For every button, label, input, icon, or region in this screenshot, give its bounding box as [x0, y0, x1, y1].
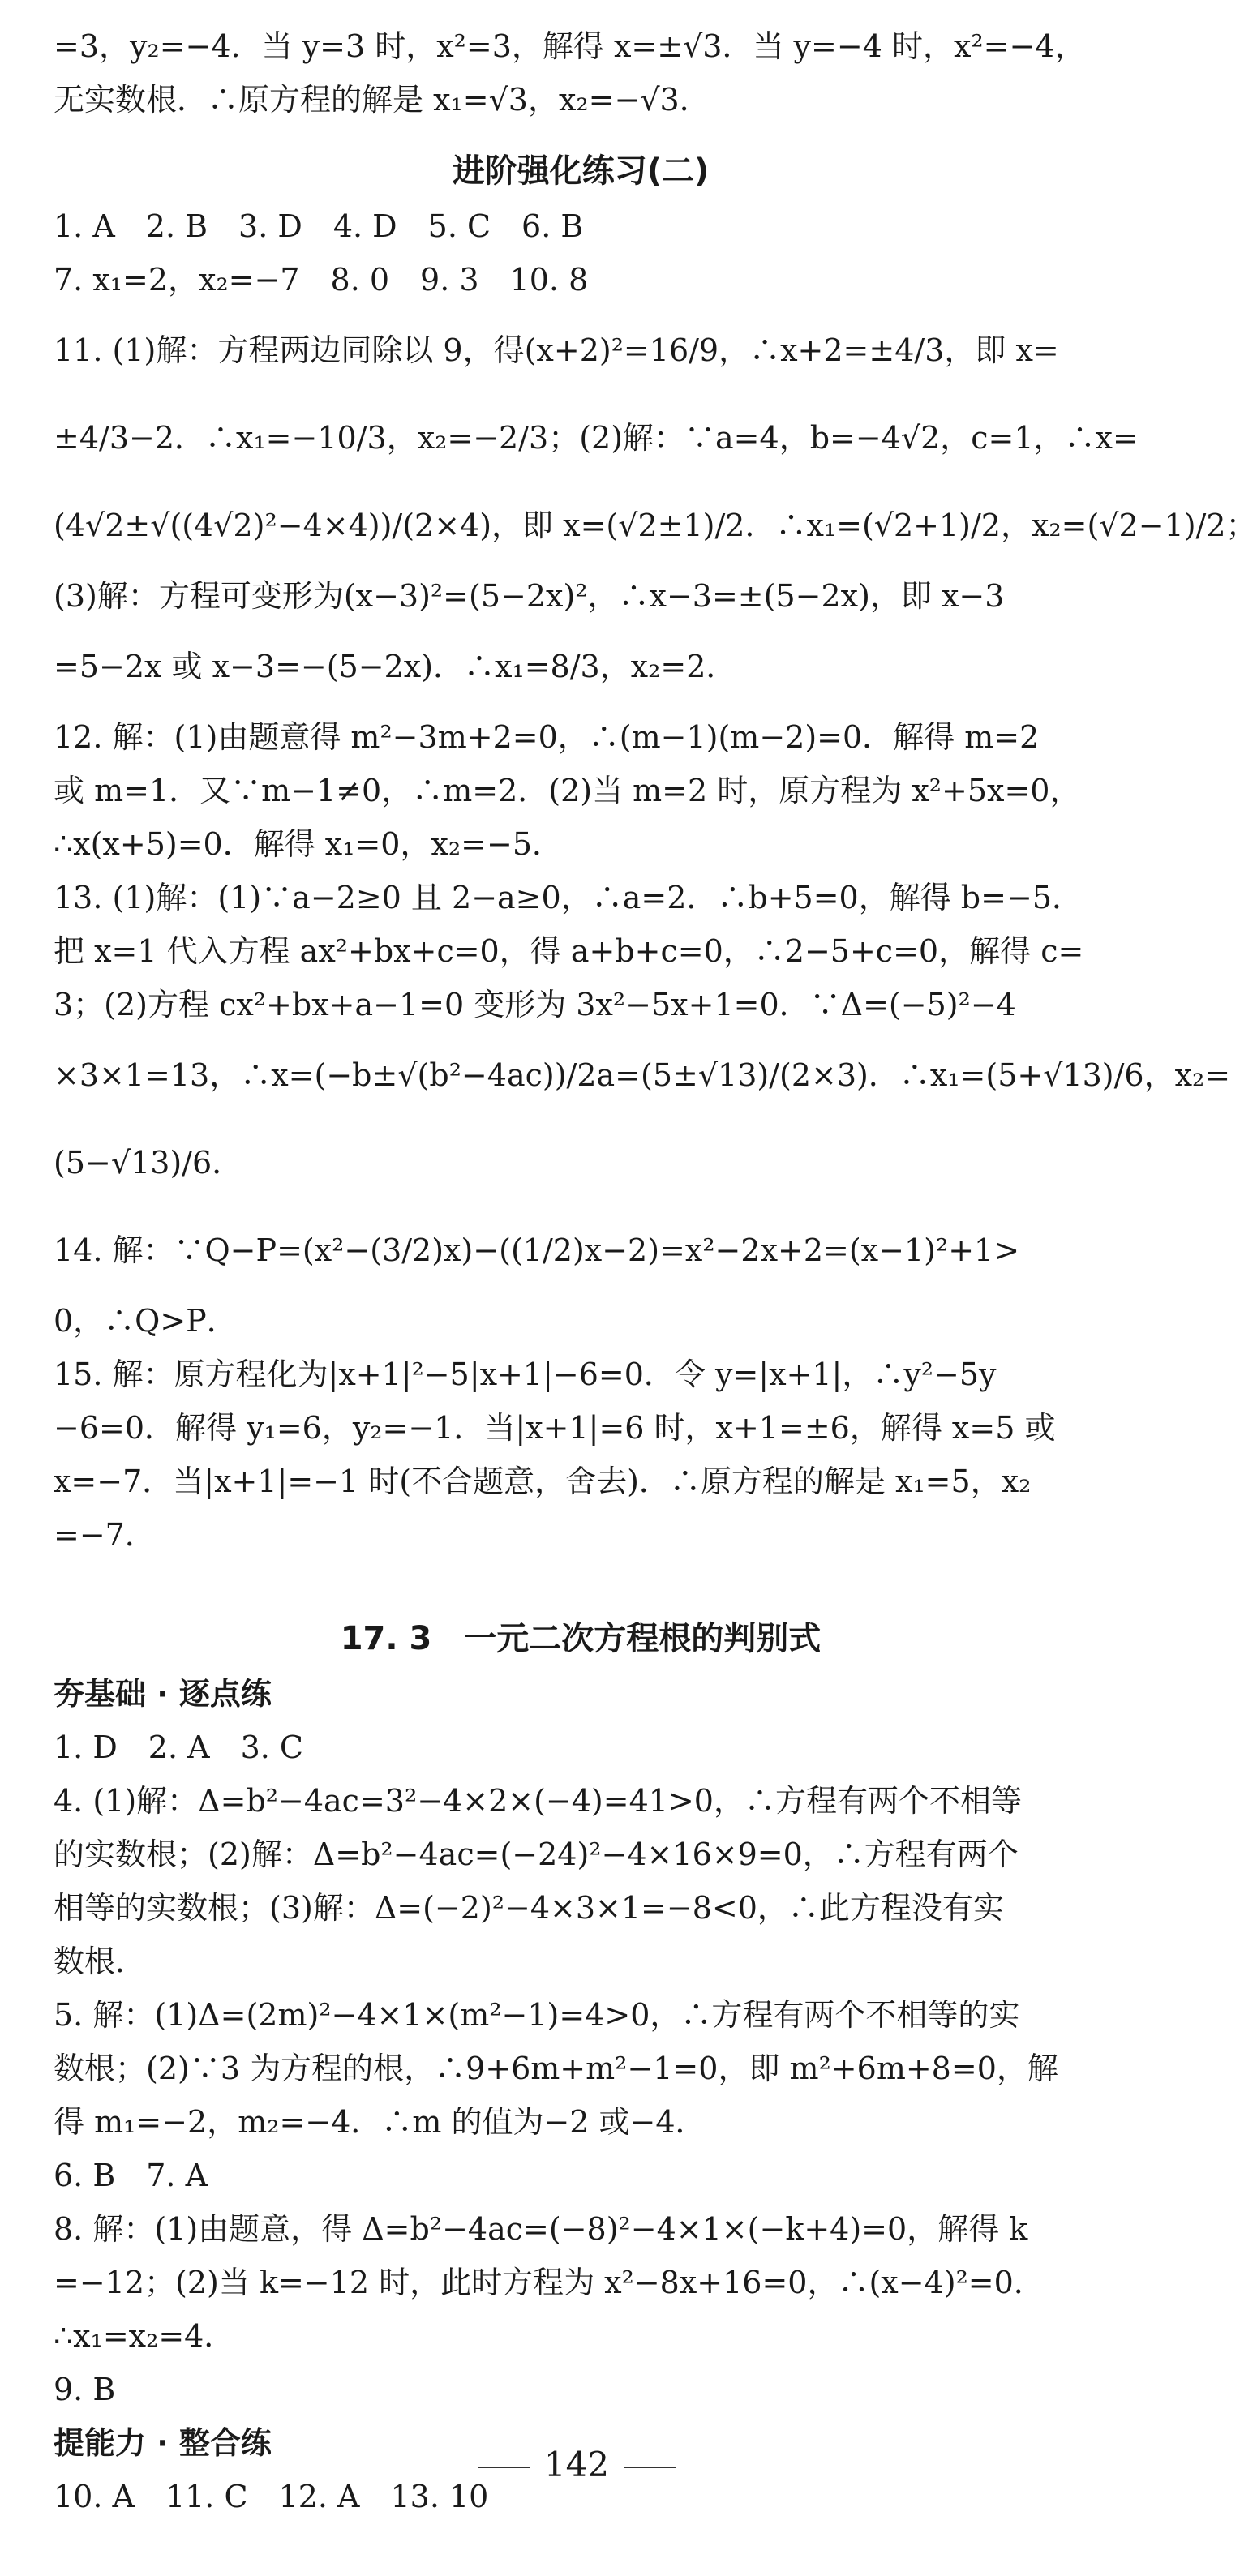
answer-line: 把 x=1 代入方程 ax²+bx+c=0，得 a+b+c=0，∴2−5+c=0，解得 c=	[54, 933, 1084, 969]
answer-line: 9. B	[54, 2372, 116, 2407]
answer-line: 13. (1)解：(1)∵a−2≥0 且 2−a≥0，∴a=2．∴b+5=0，解得 b=−5．	[54, 880, 1083, 915]
answer-line: =−7．	[54, 1517, 156, 1553]
answer-line: 14. 解：∵Q−P=(x²−(3/2)x)−((1/2)x−2)=x²−2x+2=(x−1)²+1>	[54, 1232, 1020, 1268]
answer-line: 12. 解：(1)由题意得 m²−3m+2=0，∴(m−1)(m−2)=0．解得 m=2	[54, 719, 1040, 755]
answer-line: 1. D 2. A 3. C	[54, 1729, 303, 1765]
subsection-basic-practice: 夯基础 · 逐点练	[54, 1676, 272, 1712]
answer-line: 3；(2)方程 cx²+bx+a−1=0 变形为 3x²−5x+1=0．∵Δ=(−5)²−4	[54, 987, 1016, 1022]
answer-line: 相等的实数根；(3)解：Δ=(−2)²−4×3×1=−8<0，∴此方程没有实	[54, 1890, 1004, 1926]
answer-line: 数根．	[54, 1944, 147, 1979]
answer-line: 或 m=1．又∵m−1≠0，∴m=2．(2)当 m=2 时，原方程为 x²+5x=0，	[54, 773, 1081, 808]
answer-line: 的实数根；(2)解：Δ=b²−4ac=(−24)²−4×16×9=0，∴方程有两个	[54, 1837, 1019, 1872]
answer-line: ±4/3−2．∴x₁=−10/3，x₂=−2/3；(2)解：∵a=4，b=−4√2，c=1，∴x=	[54, 420, 1139, 456]
answer-line: 得 m₁=−2，m₂=−4．∴m 的值为−2 或−4．	[54, 2104, 706, 2140]
answer-line: (4√2±√((4√2)²−4×4))/(2×4)，即 x=(√2±1)/2．∴x₁=(√2+1)/2，x₂=(√2−1)/2；	[54, 508, 1257, 543]
section-title-discriminant: 17. 3 一元二次方程根的判别式	[340, 1620, 822, 1657]
answer-line: (3)解：方程可变形为(x−3)²=(5−2x)²，∴x−3=±(5−2x)，即 x−3	[54, 578, 1005, 614]
answer-line: 数根；(2)∵3 为方程的根，∴9+6m+m²−1=0，即 m²+6m+8=0，解	[54, 2051, 1058, 2086]
answer-line: 1. A 2. B 3. D 4. D 5. C 6. B	[54, 208, 584, 244]
footer-rule-right	[624, 2467, 676, 2468]
page-number: 142	[543, 2445, 610, 2484]
answer-line: (5−√13)/6．	[54, 1145, 243, 1181]
answer-line: x=−7．当|x+1|=−1 时(不合题意，舍去)．∴原方程的解是 x₁=5，x₂	[54, 1464, 1032, 1499]
answer-line: 7. x₁=2，x₂=−7 8. 0 9. 3 10. 8	[54, 262, 589, 298]
footer-rule-left	[478, 2467, 530, 2468]
answer-line: 15. 解：原方程化为|x+1|²−5|x+1|−6=0．令 y=|x+1|，∴y²−5y	[54, 1357, 997, 1392]
answer-line: ×3×1=13，∴x=(−b±√(b²−4ac))/2a=(5±√13)/(2×3)．∴x₁=(5+√13)/6，x₂=	[54, 1057, 1231, 1093]
intro-line-1: =3，y₂=−4．当 y=3 时，x²=3，解得 x=±√3．当 y=−4 时，x²=−4，	[54, 28, 1086, 64]
answer-line: 0，∴Q>P．	[54, 1303, 238, 1339]
page-footer	[0, 2441, 1153, 2489]
intro-line-2: 无实数根．∴原方程的解是 x₁=√3，x₂=−√3．	[54, 82, 710, 118]
answer-line: 4. (1)解：Δ=b²−4ac=3²−4×2×(−4)=41>0，∴方程有两个不相等	[54, 1783, 1022, 1819]
section-title-advanced-practice: 进阶强化练习(二)	[452, 152, 710, 190]
answer-line: 8. 解：(1)由题意，得 Δ=b²−4ac=(−8)²−4×1×(−k+4)=0，解得 k	[54, 2211, 1028, 2247]
answer-line: 6. B 7. A	[54, 2158, 208, 2193]
answer-line: =−12；(2)当 k=−12 时，此时方程为 x²−8x+16=0，∴(x−4)²=0．	[54, 2265, 1045, 2300]
subsection-ability-practice: 提能力 · 整合练	[54, 2425, 272, 2461]
answer-line: =5−2x 或 x−3=−(5−2x)．∴x₁=8/3，x₂=2．	[54, 649, 737, 684]
answer-line: ∴x(x+5)=0．解得 x₁=0，x₂=−5．	[54, 826, 564, 862]
answer-line: 5. 解：(1)Δ=(2m)²−4×1×(m²−1)=4>0，∴方程有两个不相等的实	[54, 1997, 1020, 2033]
answer-line: 10. A 11. C 12. A 13. 10	[54, 2479, 489, 2514]
answer-line: −6=0．解得 y₁=6，y₂=−1．当|x+1|=6 时，x+1=±6，解得 x=5 或	[54, 1410, 1056, 1446]
answer-line: 11. (1)解：方程两边同除以 9，得(x+2)²=16/9，∴x+2=±4/3，即 x=	[54, 332, 1059, 368]
answer-line: ∴x₁=x₂=4．	[54, 2318, 235, 2354]
